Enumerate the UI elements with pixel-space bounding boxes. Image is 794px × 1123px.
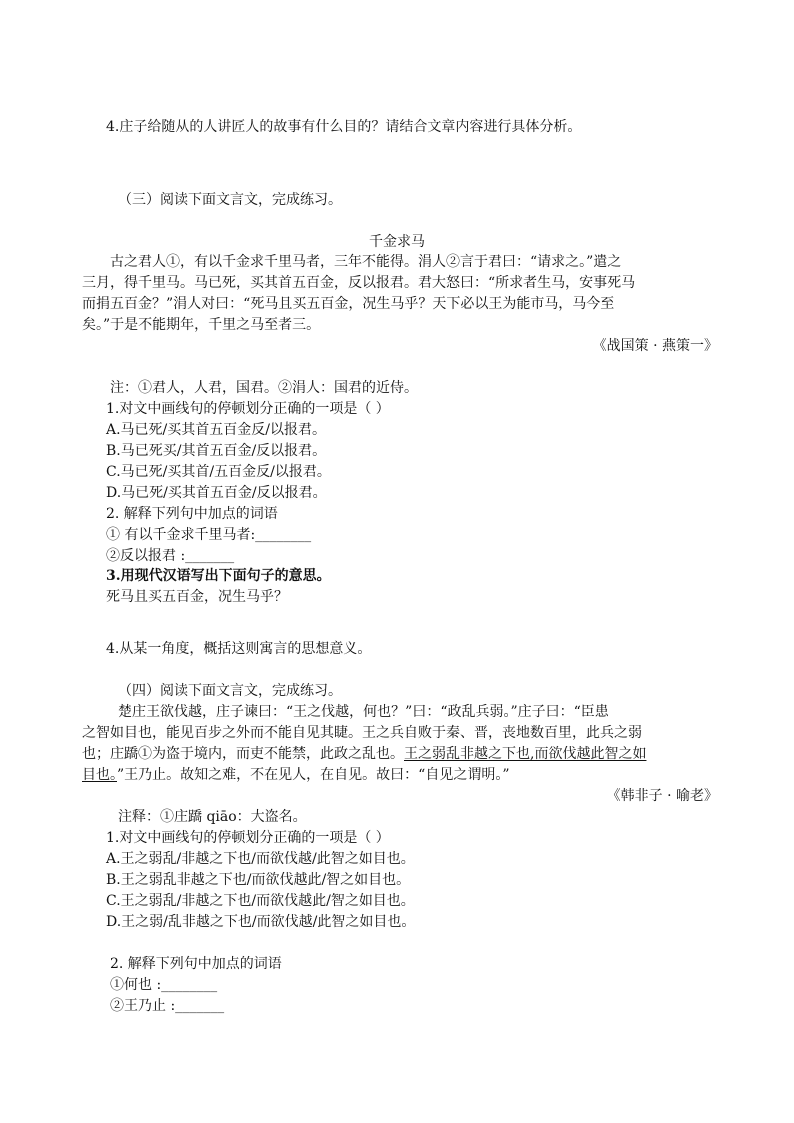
section-3-source: 《战国策 · 燕策一》 bbox=[592, 338, 718, 354]
s4-q2-stem: 2. 解释下列句中加点的词语 bbox=[110, 956, 282, 972]
question-4-top: 4.庄子给随从的人讲匠人的故事有什么目的？请结合文章内容进行具体分析。 bbox=[106, 119, 582, 135]
s4-q2-item-1: ①何也 :________ bbox=[110, 977, 218, 993]
section-3-heading: （三）阅读下面文言文，完成练习。 bbox=[118, 192, 342, 208]
s4-q1-stem: 1.对文中画线句的停顿划分正确的一项是（ ） bbox=[106, 830, 390, 846]
section-3-passage-line-1: 古之君人①，有以千金求千里马者，三年不能得。涓人②言于君曰：“请求之。”遣之 bbox=[110, 254, 622, 270]
s3-q1-stem: 1.对文中画线句的停顿划分正确的一项是（ ） bbox=[106, 401, 390, 417]
s3-q3-sentence: 死马且买五百金，况生马乎？ bbox=[106, 589, 288, 605]
s3-q2-stem: 2. 解释下列句中加点的词语 bbox=[106, 506, 278, 522]
section-3-title: 千金求马 bbox=[369, 234, 425, 250]
s3-q2-item-1: ① 有以千金求千里马者:________ bbox=[106, 527, 312, 543]
s4-q1-option-d: D.王之弱/乱非越之下也/而欲伐越/此智之如目也。 bbox=[106, 914, 416, 930]
section-3-passage-line-3: 而捐五百金？”涓人对曰：“死马且买五百金，况生马乎？天下必以王为能市马，马今至 bbox=[82, 296, 615, 312]
section-4-heading: （四）阅读下面文言文，完成练习。 bbox=[118, 683, 342, 699]
passage-text: 也；庄蹻①为盗于境内，而吏不能禁，此政之乱也。 bbox=[82, 746, 404, 762]
s3-q2-item-2: ②反以报君 :_______ bbox=[106, 548, 235, 564]
section-4-passage-line-4 bbox=[82, 766, 509, 784]
section-3-note: 注：①君人，人君，国君。②涓人：国君的近侍。 bbox=[110, 380, 418, 396]
s3-q1-option-b: B.马已死买/其首五百金/反以报君。 bbox=[106, 443, 327, 459]
s4-q1-option-c: C.王之弱乱/非越之下也/而欲伐越此/智之如目也。 bbox=[106, 893, 415, 909]
section-4-passage-line-2: 之智如目也，能见百步之外而不能自见其睫。王之兵自败于秦、晋，丧地数百里，此兵之弱 bbox=[82, 725, 642, 741]
s3-q1-option-a: A.马已死/买其首五百金反/以报君。 bbox=[106, 422, 326, 438]
underlined-sentence: 王之弱乱非越之下也,而欲伐越此智之如 bbox=[404, 746, 647, 762]
section-4-note: 注释：①庄蹻 qiāo：大盗名。 bbox=[118, 809, 307, 825]
section-3-passage-line-4: 矣。”于是不能期年，千里之马至者三。 bbox=[82, 317, 321, 333]
s3-q3-stem: 3.用现代汉语写出下面句子的意思。 bbox=[106, 568, 331, 584]
section-4-passage-line-1: 楚庄王欲伐越，庄子谏曰：“王之伐越，何也？”曰：“政乱兵弱。”庄子曰：“臣患 bbox=[118, 704, 609, 720]
section-3-passage-line-2: 三月，得千里马。马已死，买其首五百金，反以报君。君大怒曰：“所求者生马，安事死马 bbox=[82, 275, 636, 291]
underlined-sentence: 目也。 bbox=[82, 767, 117, 783]
section-4-source: 《韩非子 · 喻老》 bbox=[606, 788, 718, 804]
s4-q1-option-a: A.王之弱乱/非越之下也/而欲伐越/此智之如目也。 bbox=[106, 851, 415, 867]
passage-text: ”王乃止。故知之难，不在见人，在自见。故曰：“自见之谓明。” bbox=[117, 767, 510, 783]
section-4-passage-line-3 bbox=[82, 745, 646, 763]
s3-q1-option-d: D.马已死/买其首五百金/反以报君。 bbox=[106, 485, 327, 501]
s4-q2-item-2: ②王乃止 :_______ bbox=[110, 998, 225, 1014]
s3-q4: 4.从某一角度，概括这则寓言的思想意义。 bbox=[106, 641, 372, 657]
s3-q1-option-c: C.马已死/买其首/五百金反/以报君。 bbox=[106, 464, 331, 480]
s4-q1-option-b: B.王之弱乱非越之下也/而欲伐越此/智之如目也。 bbox=[106, 872, 411, 888]
